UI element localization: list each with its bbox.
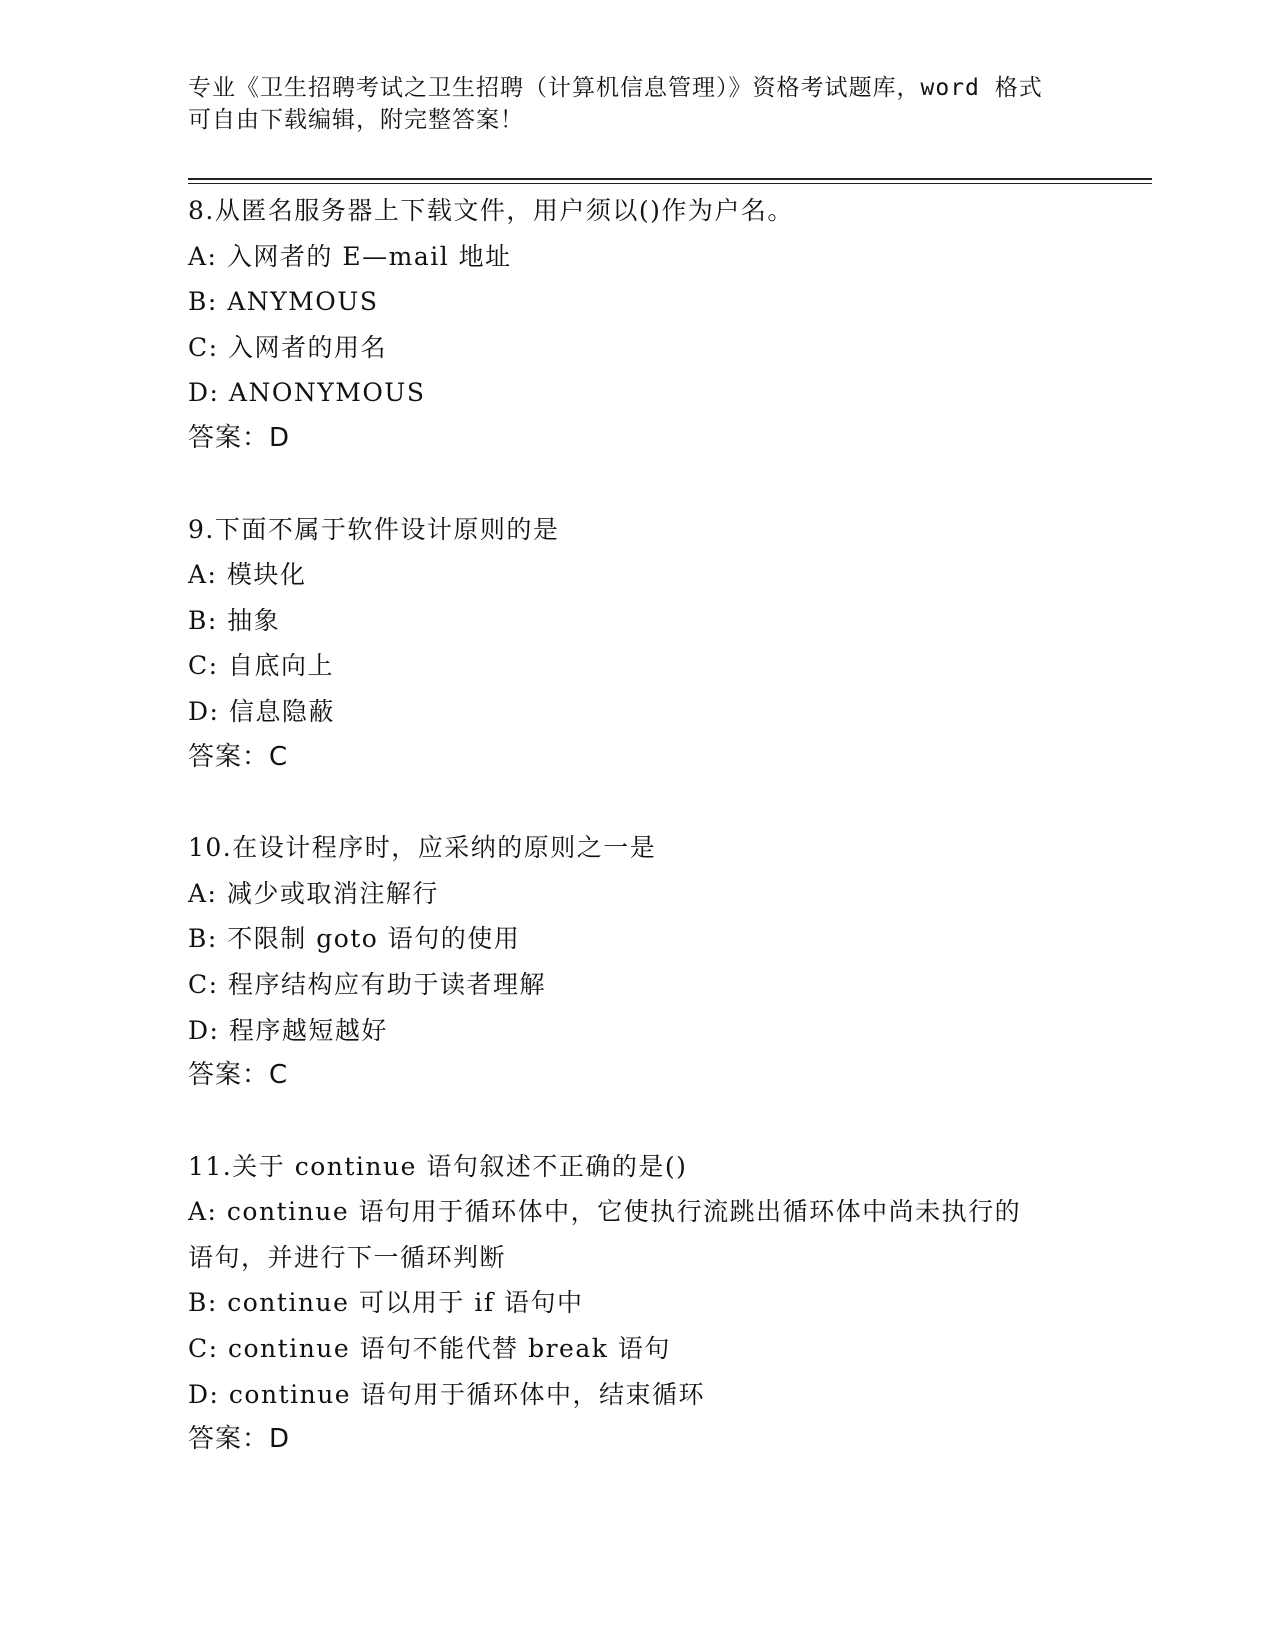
question-stem: 9.下面不属于软件设计原则的是 [188,514,560,544]
option-a: A: continue 语句用于循环体中，它使执行流跳出循环体中尚未执行的 [188,1197,1022,1227]
question-9 [188,507,1148,781]
question-11 [188,1144,1148,1463]
document-header [188,72,1088,136]
option-b: B: 不限制 goto 语句的使用 [188,924,521,954]
header-line-1: 专业《卫生招聘考试之卫生招聘（计算机信息管理）》资格考试题库，word 格式 [188,75,1043,101]
option-c: C: 程序结构应有助于读者理解 [188,969,546,999]
option-c: C: 自底向上 [188,651,334,681]
header-line-2: 可自由下载编辑，附完整答案！ [188,107,524,133]
answer: 答案：D [188,422,291,453]
answer: 答案：C [188,1060,289,1091]
option-b: B: ANYMOUS [188,287,379,317]
option-a-continued: 语句，并进行下一循环判断 [188,1242,507,1272]
option-d: D: 信息隐蔽 [188,696,335,726]
option-c: C: 入网者的用名 [188,332,387,362]
answer: 答案：D [188,1424,291,1455]
question-10 [188,825,1148,1099]
option-a: A: 减少或取消注解行 [188,878,439,908]
question-8 [188,188,1148,462]
question-list [188,188,1148,1508]
option-d: D: 程序越短越好 [188,1015,388,1045]
option-a: A: 入网者的 E—mail 地址 [188,241,512,271]
option-c: C: continue 语句不能代替 break 语句 [188,1334,671,1364]
header-rule-thick [188,178,1152,180]
question-stem: 10.在设计程序时，应采纳的原则之一是 [188,833,657,863]
option-a: A: 模块化 [188,560,307,590]
option-d: D: continue 语句用于循环体中，结束循环 [188,1379,706,1409]
option-b: B: continue 可以用于 if 语句中 [188,1288,584,1318]
question-stem: 11.关于 continue 语句叙述不正确的是() [188,1151,688,1181]
header-rule-thin [188,183,1152,184]
question-stem: 8.从匿名服务器上下载文件，用户须以()作为户名。 [188,196,794,225]
option-d: D: ANONYMOUS [188,378,426,408]
answer: 答案：C [188,741,289,772]
option-b: B: 抽象 [188,605,281,635]
